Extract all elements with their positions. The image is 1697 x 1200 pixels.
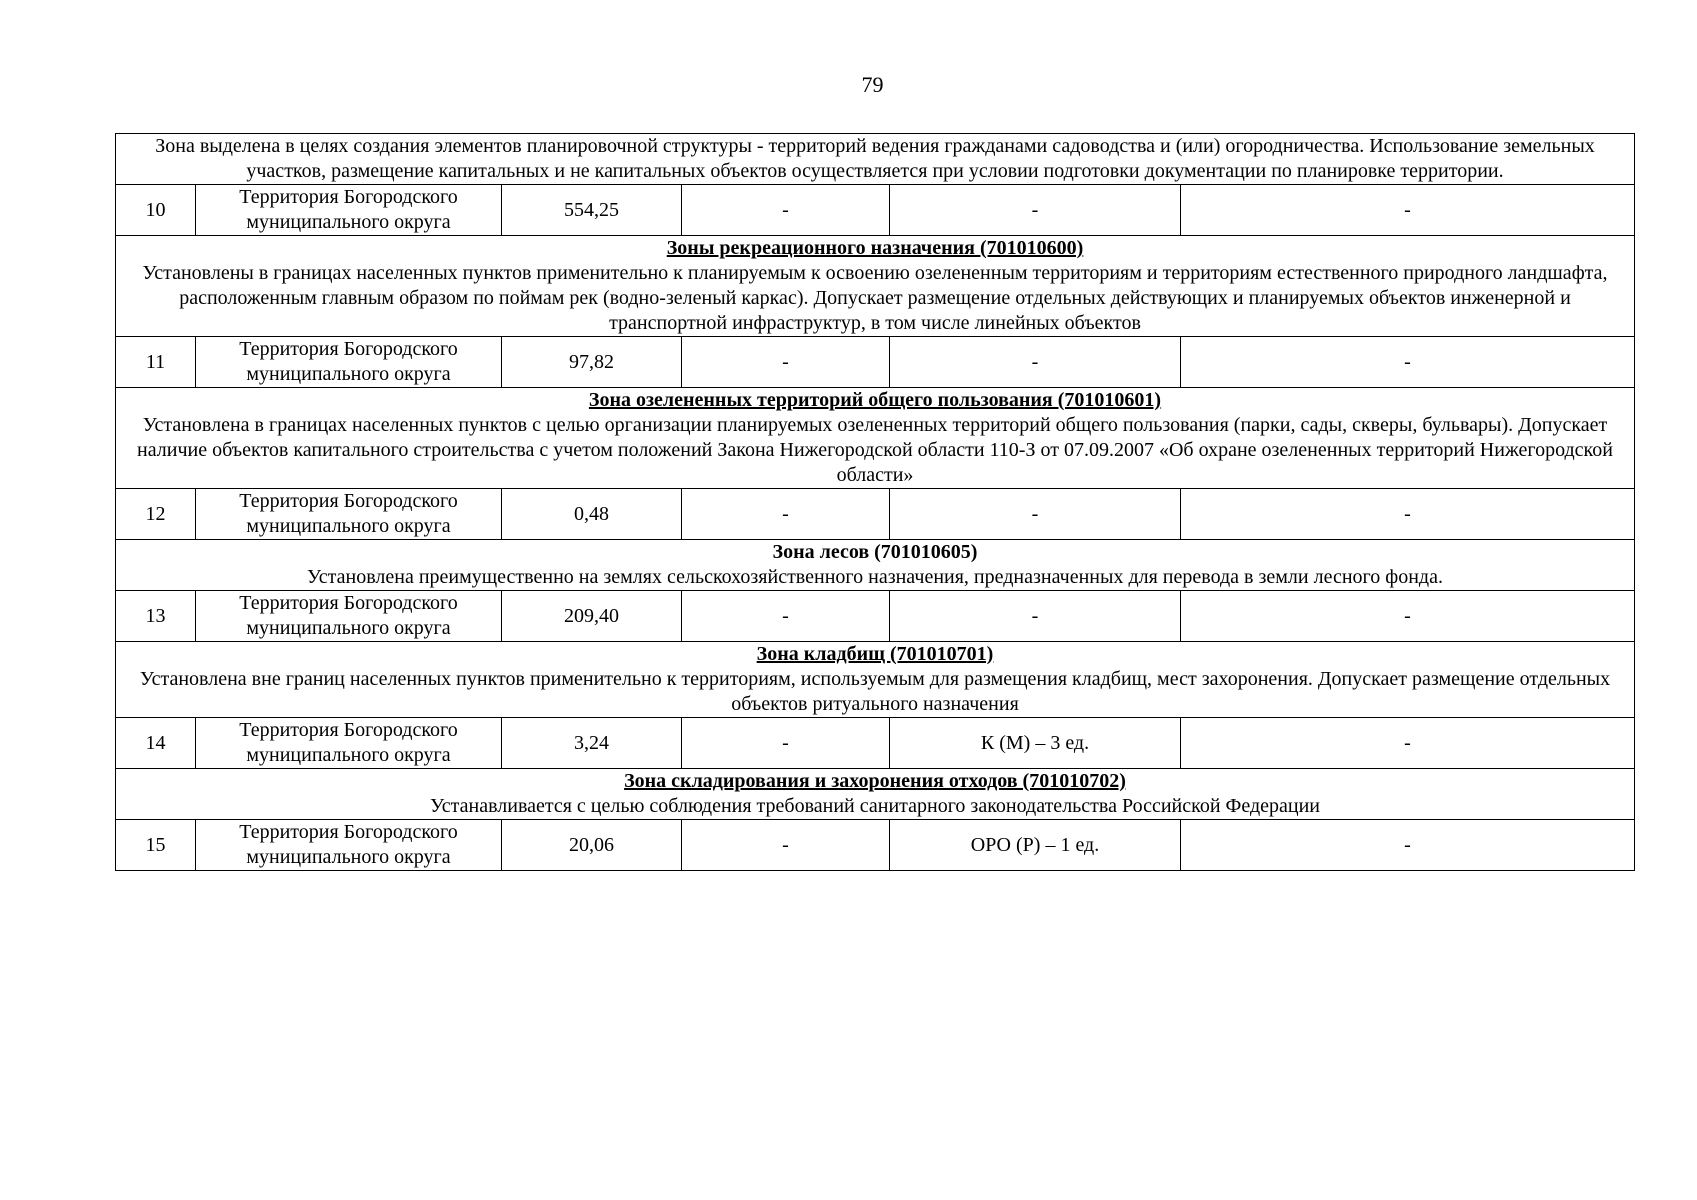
territory-cell: Территория Богородского муниципального округа	[196, 820, 502, 871]
page-number: 79	[861, 72, 884, 97]
territory-cell: Территория Богородского муниципального округа	[196, 337, 502, 388]
zone-description: Установлена преимущественно на землях сельскохозяйственного назначения, предназначенных для перевода в земли лесного фонда.	[307, 566, 1443, 588]
zones-table	[115, 133, 1635, 871]
area-cell: 554,25	[502, 185, 682, 236]
row-number: 13	[116, 591, 196, 642]
objects-cell: -	[890, 337, 1181, 388]
notes-cell	[1181, 820, 1635, 871]
notes-cell	[1181, 185, 1635, 236]
row-number: 11	[116, 337, 196, 388]
zone-header-cell	[116, 236, 1635, 337]
col4-cell: -	[682, 820, 890, 871]
area-cell: 209,40	[502, 591, 682, 642]
table-row	[116, 489, 1635, 540]
row-number: 14	[116, 718, 196, 769]
area-cell: 20,06	[502, 820, 682, 871]
notes-value: -	[1404, 732, 1411, 754]
table-row	[116, 337, 1635, 388]
notes-value: -	[1404, 834, 1411, 856]
zone-header-row	[116, 236, 1635, 337]
objects-cell: -	[890, 185, 1181, 236]
zone-header-cell	[116, 769, 1635, 820]
table-row	[116, 820, 1635, 871]
row-number: 12	[116, 489, 196, 540]
col4-cell: -	[682, 591, 890, 642]
area-cell: 3,24	[502, 718, 682, 769]
notes-cell	[1181, 337, 1635, 388]
zone-description: Установлена в границах населенных пунктов с целью организации планируемых озелененных территорий общего пользования (парки, сады, скверы, бульвары). Допускает наличие объектов капитального строительства с учетом положений Закона Нижегородской области 110-З от 07.09.2007 «Об охране озелененных территорий Нижегородской области»	[137, 414, 1613, 486]
area-cell: 97,82	[502, 337, 682, 388]
territory-cell: Территория Богородского муниципального округа	[196, 591, 502, 642]
objects-cell: -	[890, 489, 1181, 540]
table-row	[116, 591, 1635, 642]
zone-title: Зона кладбищ (701010701)	[756, 643, 994, 665]
zone-description: Установлена вне границ населенных пунктов применительно к территориям, используемым для размещения кладбищ, мест захоронения. Допускает размещение отдельных объектов ритуального назначения	[139, 668, 1611, 715]
notes-value: -	[1404, 199, 1411, 221]
table-row	[116, 718, 1635, 769]
territory-cell: Территория Богородского муниципального округа	[196, 718, 502, 769]
zone-description: Установлены в границах населенных пунктов применительно к планируемым к освоению озелененным территориям и территориям естественного природного ландшафта, расположенным главным образом по поймам рек (водно-зеленый каркас). Допускает размещение отдельных действующих и планируемых объектов инженерной и транспортной инфраструктур, в том числе линейных объектов	[142, 262, 1608, 334]
notes-cell	[1181, 489, 1635, 540]
objects-cell: К (М) – 3 ед.	[890, 718, 1181, 769]
row-number: 15	[116, 820, 196, 871]
zone-header-row	[116, 388, 1635, 489]
row-number: 10	[116, 185, 196, 236]
zone-title: Зона озелененных территорий общего пользования (701010601)	[588, 389, 1162, 411]
col4-cell: -	[682, 337, 890, 388]
zone-header-row	[116, 134, 1635, 185]
territory-cell: Территория Богородского муниципального округа	[196, 185, 502, 236]
zone-header-cell	[116, 540, 1635, 591]
col4-cell: -	[682, 185, 890, 236]
zone-header-row	[116, 769, 1635, 820]
zone-header-cell	[116, 388, 1635, 489]
zone-title: Зона лесов (701010605)	[772, 541, 978, 563]
zone-title: Зоны рекреационного назначения (701010600)	[666, 237, 1084, 259]
zone-description: Зона выделена в целях создания элементов планировочной структуры - территорий ведения гражданами садоводства и (или) огородничества. Использование земельных участков, размещение капитальных и не капитальных объектов осуществляется при условии подготовки документации по планировке территории.	[155, 135, 1595, 182]
col4-cell: -	[682, 718, 890, 769]
territory-cell: Территория Богородского муниципального округа	[196, 489, 502, 540]
area-cell: 0,48	[502, 489, 682, 540]
zone-header-row	[116, 642, 1635, 718]
col4-cell: -	[682, 489, 890, 540]
zone-header-row	[116, 540, 1635, 591]
notes-value: -	[1404, 503, 1411, 525]
zone-description: Устанавливается с целью соблюдения требований санитарного законодательства Российской Федерации	[430, 795, 1320, 817]
notes-value: -	[1404, 605, 1411, 627]
zone-header-cell	[116, 134, 1635, 185]
table-row	[116, 185, 1635, 236]
objects-cell: -	[890, 591, 1181, 642]
notes-cell	[1181, 591, 1635, 642]
zone-header-cell	[116, 642, 1635, 718]
notes-cell	[1181, 718, 1635, 769]
zone-title: Зона складирования и захоронения отходов (701010702)	[624, 770, 1126, 792]
notes-value: -	[1404, 351, 1411, 373]
objects-cell: ОРО (Р) – 1 ед.	[890, 820, 1181, 871]
